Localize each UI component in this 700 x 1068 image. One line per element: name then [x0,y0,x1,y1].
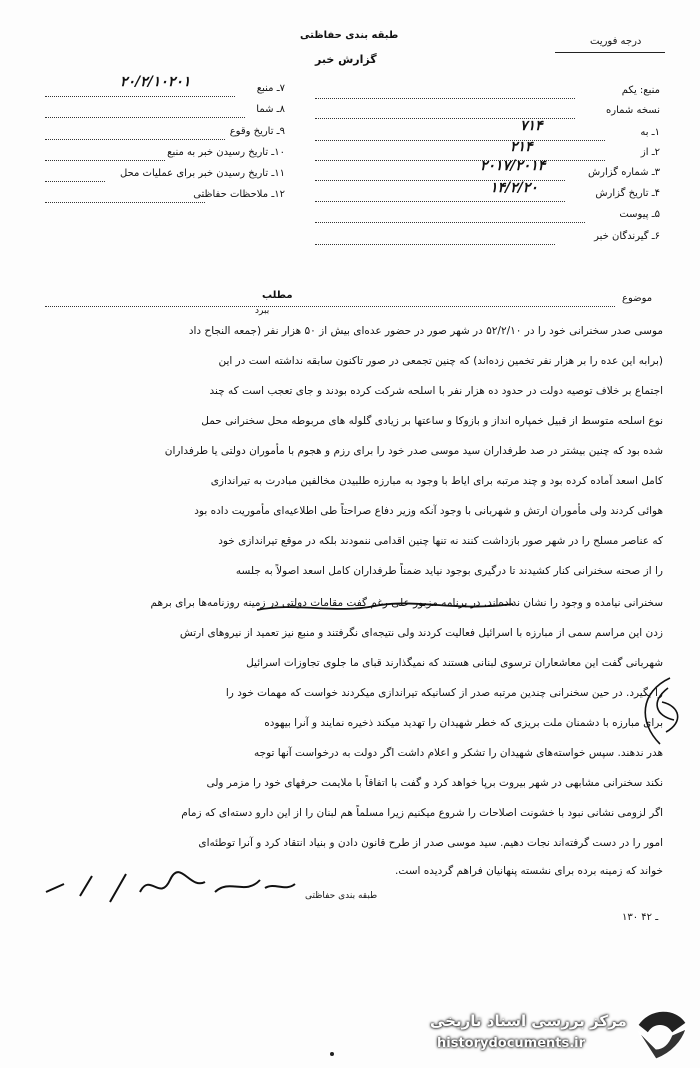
body-line: را بگیرد. در حین سخنرانی چندین مرتبه صدر از کسانیکه تیراندازی میکردند خواست که مهمات خود را [225,687,663,699]
body-line: اجتماع بر خلاف توصیه دولت در حدود ده هزار نفر با اسلحه شرکت کرده بودند و جای تعجب است که چند [209,385,663,397]
left-field-shoma: ۸ـ شما [256,104,285,115]
archive-logo-url: historydocuments.ir [437,1036,586,1051]
right-field-from-line [315,159,605,161]
underline-scribble [255,598,515,618]
left-field-security-line [45,201,205,203]
handwritten-to: ۷۱۴ [520,118,543,134]
topic-line [45,305,615,307]
footer-classification: طبقه بندی حفاظتی [305,891,378,901]
left-field-occurrence-line [45,138,225,140]
signature-scribble [40,862,300,912]
margin-scribble [630,672,690,752]
body-line: را از صحنه سخنرانی کنار کشیدند تا درگیری بوجود نیاید ضمناً طرفداران کامل اسعد اصولاً به جلسه [235,565,663,577]
body-line: هوائی کردند ولی مأموران ارتش و شهربانی با وجود آنکه وزیر دفاع صراحتاً طی اطلاعیه‌ای مأموریت داده بود [194,505,663,517]
topic-label: موضوع [622,293,653,304]
archive-logo-title: مرکز بررسی اسناد تاریخی [430,1012,627,1030]
body-line: شهربانی گفت این معاشعاران ترسوی لبنانی هستند که نمیگذارند قبای ما جلوی تجاوزات اسرائیل [246,657,663,669]
handwritten-report-date: ۱۴/۲/۲۰ [490,180,538,196]
body-line: موسی صدر سخنرانی خود را در ۵۲/۲/۱۰ در شهر صور در حضور عده‌ای بیش از ۵۰ هزار نفر (جمعه النجاح داد [188,325,663,337]
handwritten-report-number: ۲۰۱۷/۲۰۱۴ [480,158,546,174]
right-field-from: ۲ـ از [640,147,660,158]
right-field-to: ۱ـ به [640,127,660,138]
body-line: امور را در دست گرفته‌اند نجات دهیم. سید موسی صدر از طرح قانون دادن و بنیاد انتقاد کرد و آنرا توطئه‌ای [198,837,663,849]
right-field-to-line [315,139,605,141]
right-field-attachment: ۵ـ پیوست [619,209,660,220]
archive-logo-icon [632,1005,690,1063]
right-field-report-number: ۳ـ شماره گزارش [587,167,660,178]
body-line: نوع اسلحه متوسط از قبیل خمپاره انداز و بازوکا و ساعتها بر زیادی گلوله های مربوطه محل سخنرانی حمل [201,415,663,427]
footer-reference: ۱۳۰ ـ ۴۲ [622,912,659,923]
header-classification: طبقه بندی حفاظتی [300,30,399,41]
left-field-ops-received-line [45,180,105,182]
right-field-recipients-line [315,243,555,245]
left-field-occurrence-date: ۹ـ تاریخ وقوع [229,126,285,137]
left-field-security-notes: ۱۲ـ ملاحظات حفاظتی [193,189,285,200]
body-line: برای مبارزه با دشمنان ملت بریزی که خطر شهیدان را تهدید میکند ذخیره نمایند و آنرا بیهوده [264,717,663,729]
right-field-report-date: ۴ـ تاریخ گزارش [595,188,660,199]
body-line: که عناصر مسلح را در شهر صور بازداشت کنند نه تنها چنین اقدامی ننمودند بلکه در موقع تیراندازی خود [218,535,663,547]
right-field-copy-number: نسخه شماره [606,105,660,116]
body-line: هدر ندهند. سپس خواسته‌های شهیدان را تشکر و اعلام داشت اگر دولت به درخواست آنها توجه [254,747,663,759]
right-field-source-first: منبع: یکم [621,85,660,96]
left-field-source-line [45,95,235,97]
handwritten-date-top: ۲۰/۲/۱۰۲۰۱ [120,74,191,90]
left-field-source: ۷ـ منبع [256,83,285,94]
right-field-recipients: ۶ـ گیرندگان خبر [594,231,660,242]
body-line: خواند که زمینه برده برای نشسته پنهانیان فراهم گردیده است. [395,865,663,877]
topic-sub: ببرد [255,306,270,316]
left-field-source-received-line [45,159,165,161]
topic-value: مطلب [262,290,293,301]
body-line: نکند سخنرانی مشابهی در شهر بیروت برپا خواهد کرد و گفت با اتفاقاً با ملایمت حرفهای خود را مزمر ولی [206,777,663,789]
speck [330,1052,334,1056]
handwritten-from: ۲۱۴ [510,139,533,155]
body-line: کامل اسعد آماده کرده بود و چند مرتبه برای ایاط با وجود به مبارزه طلبیدن مخالفین مبادرت به تیراندازی [210,475,663,487]
left-field-source-received: ۱۰ـ تاریخ رسیدن خبر به منبع [167,147,285,158]
body-line: (برابه این عده را بر هزار نفر تخمین زده‌اند) که چنین تجمعی در صور تاکنون سابقه نداشته است در این [218,355,663,367]
right-field-attachment-line [315,221,585,223]
body-line: زدن این مراسم سمی از مبارزه با اسرائیل فعالیت کردند ولی نتیجه‌ای نگرفتند و منبع نیز تعمید از نیروهای ارتش [179,627,663,639]
right-field-report-date-line [315,200,565,202]
body-line: اگر لزومی نشانی نبود با خشونت اصلاحات را شروع میکنیم زیرا مسلماً هم لبنان را از این دارو دسته‌ای که زمام [181,807,663,819]
body-line: سخنرانی نیامده و وجود را نشان نداده‌اند. در برنامه مزبور علی رغم گفت مقامات دولتی در زمینه روزنامه‌ها برای برهم [150,597,663,609]
left-field-ops-received: ۱۱ـ تاریخ رسیدن خبر برای عملیات محل [119,168,285,179]
urgency-underline [555,52,665,53]
header-urgency: درجه فوریت [590,36,642,47]
right-field-source-line [315,97,575,99]
header-title: گزارش خبر [315,53,377,66]
body-line: شده بود که چنین بیشتر در صد طرفداران سید موسی صدر خود را برای رزم و هجوم با مأموران دولتی یا طرفداران [164,445,663,457]
left-field-shoma-line [45,116,245,118]
